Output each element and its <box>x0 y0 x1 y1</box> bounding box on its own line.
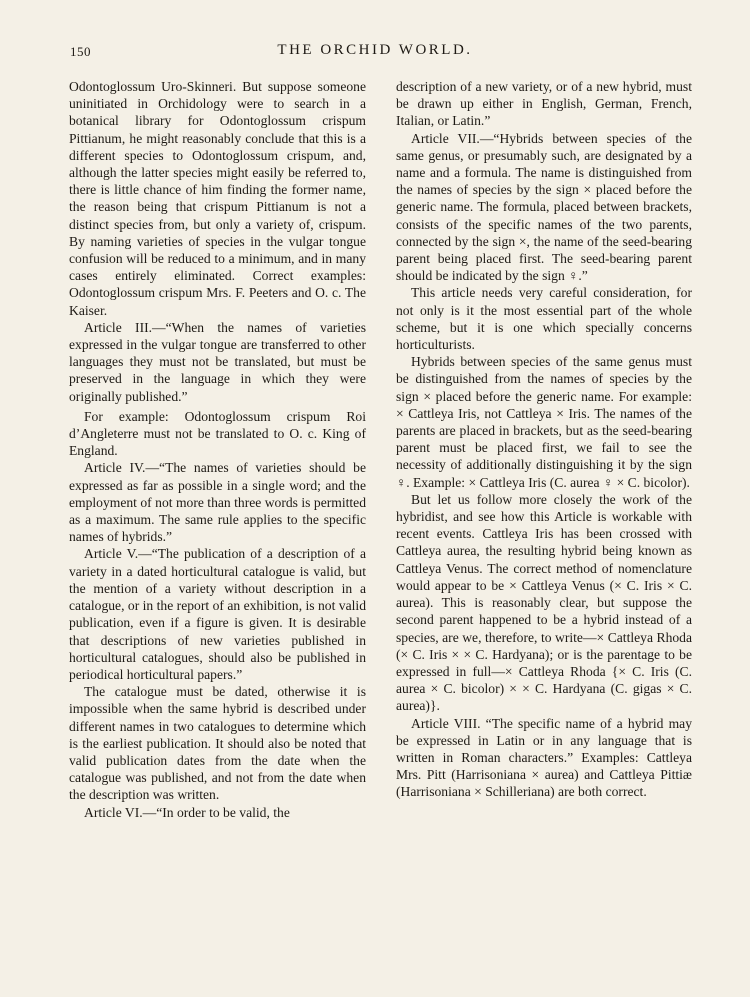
left-column <box>69 78 366 821</box>
page-number: 150 <box>70 44 91 59</box>
paragraph: Article VI.—“In order to be valid, the <box>84 804 290 820</box>
paragraph: For example: Odontoglossum crispum Roi d’Angleterre must not be translated to O. c. King of England. <box>69 408 366 459</box>
paragraph: Article V.—“The publication of a description of a variety in a dated horticultural catalogue is valid, but the mention of a variety without description in a catalogue, or in the report of an exhibition, is not valid publication, even if a figure is given. It is desirable that descriptions of new varieties published in horticultural catalogues, should also be published in periodical horticultural papers.” <box>69 546 366 682</box>
paragraph: Article III.—“When the names of varieties expressed in the vulgar tongue are transferred to other languages they must not be translated, but must be preserved in the language in which they were originally published.” <box>69 319 366 404</box>
right-column <box>396 78 692 801</box>
paragraph: Article VIII. “The specific name of a hybrid may be expressed in Latin or in any language that is written in Roman characters.” Examples: Cattleya Mrs. Pitt (Harrisoniana × aurea) and Cattleya Pittiæ (Harrisoniana × Schilleriana) are both correct. <box>396 715 692 800</box>
running-head: THE ORCHID WORLD. <box>277 42 473 58</box>
paragraph: Article IV.—“The names of varieties should be expressed as far as possible in a single word; and the employment of not more than three words is permitted as a maximum. The same rule applies to the specific names of hybrids.” <box>69 460 366 545</box>
paragraph: Hybrids between species of the same genus must be distinguished from the names of species by the sign × placed before the generic name. For example: × Cattleya Iris, not Cattleya × Iris. The names of the parents are placed in brackets, but as the seed-bearing parent must be placed first, we fail to see the necessity of additionally distinguishing it by the sign ♀. Example: × Cattleya Iris (C. aurea ♀ × C. bicolor). <box>396 354 692 490</box>
paragraph: description of a new variety, or of a new hybrid, must be drawn up either in English, German, French, Italian, or Latin.” <box>396 79 692 129</box>
paragraph: But let us follow more closely the work of the hybridist, and see how this Article is workable with recent events. Cattleya Iris has been crossed with Cattleya aurea, the resulting hybrid being known as Cattleya Venus. The correct method of nomenclature would appear to be × Cattleya Venus (× C. Iris × C. aurea). This is reasonably clear, but suppose the second parent happened to be a hybrid instead of a species, are we, therefore, to write—× Cattleya Rhoda (× C. Iris × × C. Hardyana); or is the parentage to be expressed in full—× Cattleya Rhoda {× C. Iris (C. aurea × C. bicolor) × × C. Hardyana (C. gigas × C. aurea)}. <box>396 491 692 714</box>
paragraph: Odontoglossum Uro-Skinneri. But suppose someone uninitiated in Orchidology were to search in a botanical library for Odontoglossum crispum Pittianum, he might reasonably conclude that this is a different species to Odontoglossum crispum, and, although the latter species might easily be referred to, there is little chance of him finding the former name, the reason being that crispum Pittianum is not a distinct species from, but only a variety of, crispum. By naming varieties of species in the vulgar tongue confusion will be reduced to a minimum, and in many cases entirely eliminated. Correct examples: Odontoglossum crispum Mrs. F. Peeters and O. c. The Kaiser. <box>69 79 366 318</box>
paragraph: The catalogue must be dated, otherwise it is impossible when the same hybrid is described under different names in two catalogues to determine which is the earliest publication. It should also be noted that valid publication dates from the date when the catalogue was published, and not from the date when the description was written. <box>69 684 366 803</box>
paragraph: This article needs very careful consideration, for not only is it the most essential part of the whole scheme, but it is one which specially concerns horticulturists. <box>396 285 692 353</box>
paragraph: Article VII.—“Hybrids between species of the same genus, or presumably such, are designated by a name and a formula. The name is distinguished from the names of species by the sign × placed before the generic name. The formula, placed between brackets, consists of the specific names of the two parents, connected by the sign ×, the name of the seed-bearing parent being placed first. The seed-bearing parent should be indicated by the sign ♀.” <box>396 130 692 284</box>
